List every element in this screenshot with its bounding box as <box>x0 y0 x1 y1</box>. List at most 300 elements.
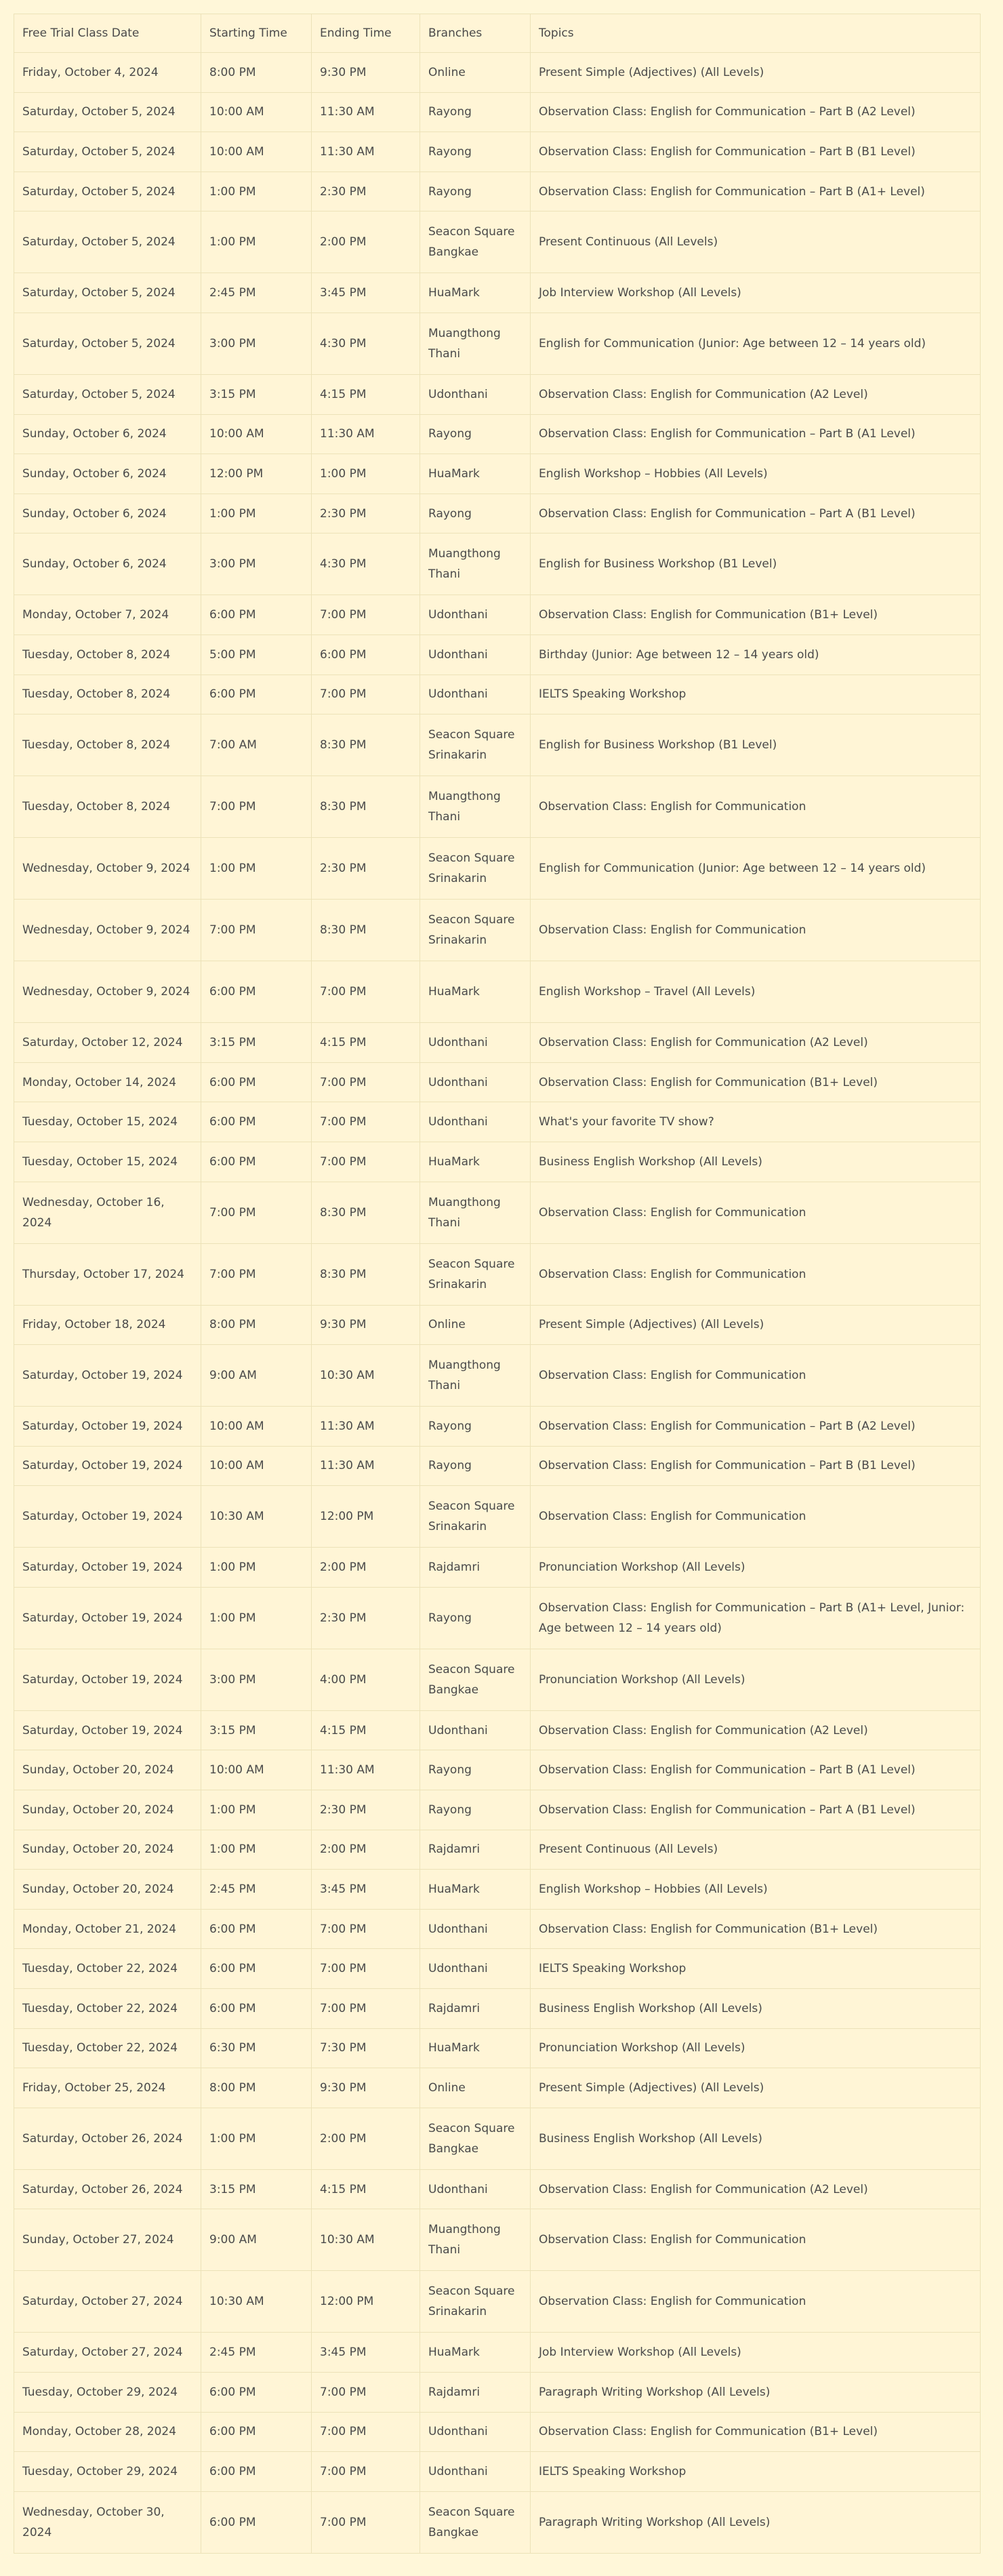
table-row <box>14 2412 981 2452</box>
cell-ending-time: 8:30 PM <box>312 776 420 838</box>
cell-topic: What's your favorite TV show? <box>531 1102 981 1142</box>
table-row <box>14 2491 981 2553</box>
cell-topic: Observation Class: English for Communication (B1+ Level) <box>531 1062 981 1102</box>
table-row <box>14 1446 981 1486</box>
table-row <box>14 1710 981 1750</box>
cell-date: Saturday, October 19, 2024 <box>14 1649 201 1710</box>
cell-starting-time: 6:00 PM <box>201 2491 312 2553</box>
cell-date: Sunday, October 20, 2024 <box>14 1870 201 1910</box>
cell-topic: Present Continuous (All Levels) <box>531 212 981 273</box>
cell-branch: Online <box>420 2068 531 2108</box>
cell-topic: Observation Class: English for Communication <box>531 776 981 838</box>
cell-topic: Observation Class: English for Communication <box>531 1182 981 1243</box>
cell-topic: Observation Class: English for Communication (A2 Level) <box>531 374 981 414</box>
cell-branch: HuaMark <box>420 454 531 494</box>
cell-topic: Pronunciation Workshop (All Levels) <box>531 1649 981 1710</box>
cell-starting-time: 10:00 AM <box>201 1750 312 1790</box>
cell-ending-time: 4:30 PM <box>312 534 420 595</box>
cell-topic: Observation Class: English for Communication (A2 Level) <box>531 1710 981 1750</box>
cell-branch: Rayong <box>420 494 531 534</box>
cell-ending-time: 4:15 PM <box>312 2169 420 2209</box>
cell-date: Sunday, October 20, 2024 <box>14 1790 201 1830</box>
cell-starting-time: 1:00 PM <box>201 1587 312 1649</box>
table-row <box>14 212 981 273</box>
cell-date: Tuesday, October 15, 2024 <box>14 1142 201 1182</box>
table-row <box>14 1909 981 1949</box>
cell-topic: Observation Class: English for Communication – Part B (A2 Level) <box>531 92 981 132</box>
cell-ending-time: 7:00 PM <box>312 1949 420 1989</box>
cell-branch: Rayong <box>420 92 531 132</box>
cell-ending-time: 8:30 PM <box>312 900 420 961</box>
cell-starting-time: 10:00 AM <box>201 132 312 172</box>
cell-branch: Muangthong Thani <box>420 1182 531 1243</box>
cell-branch: Udonthani <box>420 675 531 715</box>
cell-branch: Udonthani <box>420 1710 531 1750</box>
cell-topic: Observation Class: English for Communication (B1+ Level) <box>531 1909 981 1949</box>
cell-date: Sunday, October 27, 2024 <box>14 2209 201 2271</box>
cell-date: Tuesday, October 22, 2024 <box>14 1949 201 1989</box>
schedule-container <box>14 14 980 2554</box>
cell-branch: Rayong <box>420 414 531 454</box>
cell-topic: Present Simple (Adjectives) (All Levels) <box>531 1305 981 1345</box>
cell-date: Monday, October 28, 2024 <box>14 2412 201 2452</box>
cell-topic: Business English Workshop (All Levels) <box>531 2108 981 2169</box>
table-row <box>14 454 981 494</box>
cell-date: Saturday, October 12, 2024 <box>14 1023 201 1063</box>
cell-starting-time: 8:00 PM <box>201 1305 312 1345</box>
table-row <box>14 838 981 900</box>
cell-ending-time: 7:30 PM <box>312 2028 420 2068</box>
table-row <box>14 1182 981 1243</box>
cell-ending-time: 7:00 PM <box>312 2373 420 2413</box>
cell-date: Wednesday, October 9, 2024 <box>14 900 201 961</box>
table-row <box>14 1949 981 1989</box>
table-row <box>14 1142 981 1182</box>
header-row <box>14 14 981 53</box>
cell-topic: Observation Class: English for Communication (B1+ Level) <box>531 595 981 635</box>
cell-branch: Seacon Square Bangkae <box>420 1649 531 1710</box>
cell-branch: Udonthani <box>420 2412 531 2452</box>
cell-starting-time: 6:00 PM <box>201 961 312 1023</box>
cell-starting-time: 1:00 PM <box>201 838 312 900</box>
table-header <box>14 14 981 53</box>
cell-branch: Muangthong Thani <box>420 776 531 838</box>
cell-topic: English Workshop – Travel (All Levels) <box>531 961 981 1023</box>
cell-branch: Online <box>420 53 531 93</box>
cell-date: Wednesday, October 16, 2024 <box>14 1182 201 1243</box>
cell-topic: Observation Class: English for Communication <box>531 1486 981 1548</box>
table-row <box>14 2028 981 2068</box>
cell-ending-time: 10:30 AM <box>312 1345 420 1407</box>
cell-date: Saturday, October 5, 2024 <box>14 313 201 374</box>
table-row <box>14 1345 981 1407</box>
cell-topic: Observation Class: English for Communication – Part B (A1+ Level, Junior: Age between 12 – 14 years old) <box>531 1587 981 1649</box>
cell-date: Tuesday, October 29, 2024 <box>14 2373 201 2413</box>
header-topics: Topics <box>531 14 981 53</box>
cell-starting-time: 10:00 AM <box>201 414 312 454</box>
cell-starting-time: 1:00 PM <box>201 1790 312 1830</box>
table-row <box>14 2068 981 2108</box>
cell-topic: English for Communication (Junior: Age between 12 – 14 years old) <box>531 313 981 374</box>
cell-ending-time: 8:30 PM <box>312 1182 420 1243</box>
cell-starting-time: 10:00 AM <box>201 92 312 132</box>
cell-starting-time: 6:00 PM <box>201 675 312 715</box>
cell-ending-time: 4:30 PM <box>312 313 420 374</box>
cell-branch: HuaMark <box>420 2333 531 2373</box>
cell-branch: Rajdamri <box>420 1830 531 1870</box>
cell-date: Saturday, October 5, 2024 <box>14 374 201 414</box>
cell-topic: English Workshop – Hobbies (All Levels) <box>531 454 981 494</box>
table-row <box>14 2333 981 2373</box>
cell-starting-time: 6:00 PM <box>201 1102 312 1142</box>
cell-starting-time: 6:00 PM <box>201 1989 312 2029</box>
table-row <box>14 494 981 534</box>
table-row <box>14 1486 981 1548</box>
cell-starting-time: 3:00 PM <box>201 313 312 374</box>
cell-ending-time: 2:30 PM <box>312 172 420 212</box>
cell-starting-time: 7:00 PM <box>201 900 312 961</box>
cell-starting-time: 2:45 PM <box>201 2333 312 2373</box>
cell-ending-time: 7:00 PM <box>312 1142 420 1182</box>
table-row <box>14 675 981 715</box>
cell-branch: Rayong <box>420 1790 531 1830</box>
cell-branch: Udonthani <box>420 1062 531 1102</box>
table-row <box>14 313 981 374</box>
cell-branch: Muangthong Thani <box>420 534 531 595</box>
cell-starting-time: 10:30 AM <box>201 2271 312 2333</box>
cell-branch: Rajdamri <box>420 1548 531 1588</box>
header-ending-time: Ending Time <box>312 14 420 53</box>
cell-starting-time: 5:00 PM <box>201 635 312 675</box>
cell-branch: Udonthani <box>420 1949 531 1989</box>
cell-ending-time: 2:00 PM <box>312 2108 420 2169</box>
cell-ending-time: 8:30 PM <box>312 715 420 776</box>
cell-date: Tuesday, October 15, 2024 <box>14 1102 201 1142</box>
cell-date: Saturday, October 5, 2024 <box>14 92 201 132</box>
cell-starting-time: 6:00 PM <box>201 1949 312 1989</box>
table-row <box>14 961 981 1023</box>
cell-topic: IELTS Speaking Workshop <box>531 1949 981 1989</box>
cell-starting-time: 1:00 PM <box>201 1548 312 1588</box>
cell-branch: Seacon Square Srinakarin <box>420 838 531 900</box>
cell-starting-time: 6:00 PM <box>201 2412 312 2452</box>
cell-date: Tuesday, October 8, 2024 <box>14 675 201 715</box>
table-row <box>14 635 981 675</box>
cell-topic: Observation Class: English for Communication – Part B (B1 Level) <box>531 132 981 172</box>
cell-ending-time: 9:30 PM <box>312 2068 420 2108</box>
cell-topic: Business English Workshop (All Levels) <box>531 1142 981 1182</box>
table-row <box>14 374 981 414</box>
table-row <box>14 2373 981 2413</box>
cell-ending-time: 11:30 AM <box>312 92 420 132</box>
cell-topic: English Workshop – Hobbies (All Levels) <box>531 1870 981 1910</box>
cell-topic: Birthday (Junior: Age between 12 – 14 years old) <box>531 635 981 675</box>
cell-topic: Paragraph Writing Workshop (All Levels) <box>531 2373 981 2413</box>
table-row <box>14 92 981 132</box>
cell-ending-time: 4:15 PM <box>312 1023 420 1063</box>
cell-branch: Rayong <box>420 172 531 212</box>
cell-date: Tuesday, October 22, 2024 <box>14 1989 201 2029</box>
cell-branch: Muangthong Thani <box>420 313 531 374</box>
header-branches: Branches <box>420 14 531 53</box>
table-row <box>14 1989 981 2029</box>
cell-date: Saturday, October 19, 2024 <box>14 1710 201 1750</box>
cell-ending-time: 7:00 PM <box>312 2491 420 2553</box>
cell-date: Tuesday, October 8, 2024 <box>14 715 201 776</box>
table-row <box>14 2271 981 2333</box>
cell-branch: Muangthong Thani <box>420 1345 531 1407</box>
table-row <box>14 1830 981 1870</box>
cell-ending-time: 7:00 PM <box>312 2412 420 2452</box>
table-row <box>14 2169 981 2209</box>
table-row <box>14 172 981 212</box>
cell-date: Sunday, October 20, 2024 <box>14 1830 201 1870</box>
cell-date: Sunday, October 6, 2024 <box>14 414 201 454</box>
cell-date: Saturday, October 19, 2024 <box>14 1548 201 1588</box>
cell-branch: Seacon Square Srinakarin <box>420 2271 531 2333</box>
cell-topic: IELTS Speaking Workshop <box>531 675 981 715</box>
table-row <box>14 1023 981 1063</box>
cell-topic: Present Continuous (All Levels) <box>531 1830 981 1870</box>
cell-date: Saturday, October 19, 2024 <box>14 1446 201 1486</box>
cell-topic: Observation Class: English for Communication <box>531 2271 981 2333</box>
cell-ending-time: 2:00 PM <box>312 1830 420 1870</box>
cell-branch: Udonthani <box>420 2452 531 2492</box>
table-row <box>14 1407 981 1447</box>
cell-topic: Observation Class: English for Communication <box>531 900 981 961</box>
cell-date: Monday, October 7, 2024 <box>14 595 201 635</box>
cell-ending-time: 11:30 AM <box>312 1750 420 1790</box>
cell-topic: English for Business Workshop (B1 Level) <box>531 534 981 595</box>
table-row <box>14 414 981 454</box>
cell-topic: Observation Class: English for Communication – Part B (B1 Level) <box>531 1446 981 1486</box>
cell-ending-time: 7:00 PM <box>312 1102 420 1142</box>
cell-branch: HuaMark <box>420 2028 531 2068</box>
cell-date: Sunday, October 6, 2024 <box>14 454 201 494</box>
cell-ending-time: 1:00 PM <box>312 454 420 494</box>
cell-ending-time: 11:30 AM <box>312 414 420 454</box>
cell-starting-time: 10:00 AM <box>201 1446 312 1486</box>
table-row <box>14 2452 981 2492</box>
cell-ending-time: 10:30 AM <box>312 2209 420 2271</box>
cell-topic: Business English Workshop (All Levels) <box>531 1989 981 2029</box>
cell-branch: Seacon Square Srinakarin <box>420 1243 531 1305</box>
cell-starting-time: 6:00 PM <box>201 2373 312 2413</box>
cell-date: Saturday, October 19, 2024 <box>14 1587 201 1649</box>
table-row <box>14 2209 981 2271</box>
cell-ending-time: 4:15 PM <box>312 374 420 414</box>
cell-starting-time: 3:15 PM <box>201 2169 312 2209</box>
cell-starting-time: 10:00 AM <box>201 1407 312 1447</box>
cell-branch: HuaMark <box>420 1142 531 1182</box>
cell-branch: Rayong <box>420 1407 531 1447</box>
cell-branch: Udonthani <box>420 1909 531 1949</box>
cell-branch: Rayong <box>420 1446 531 1486</box>
cell-starting-time: 3:15 PM <box>201 1710 312 1750</box>
cell-topic: Pronunciation Workshop (All Levels) <box>531 1548 981 1588</box>
cell-starting-time: 7:00 PM <box>201 1243 312 1305</box>
table-row <box>14 1790 981 1830</box>
cell-branch: HuaMark <box>420 1870 531 1910</box>
cell-date: Saturday, October 19, 2024 <box>14 1486 201 1548</box>
table-row <box>14 900 981 961</box>
cell-date: Saturday, October 26, 2024 <box>14 2108 201 2169</box>
cell-branch: Rayong <box>420 1587 531 1649</box>
cell-starting-time: 9:00 AM <box>201 1345 312 1407</box>
table-row <box>14 1305 981 1345</box>
cell-date: Sunday, October 6, 2024 <box>14 534 201 595</box>
cell-starting-time: 6:00 PM <box>201 2452 312 2492</box>
table-row <box>14 534 981 595</box>
cell-topic: Observation Class: English for Communication – Part A (B1 Level) <box>531 1790 981 1830</box>
cell-date: Friday, October 4, 2024 <box>14 53 201 93</box>
cell-ending-time: 4:15 PM <box>312 1710 420 1750</box>
cell-branch: Udonthani <box>420 1023 531 1063</box>
table-row <box>14 2108 981 2169</box>
cell-branch: Online <box>420 1305 531 1345</box>
table-row <box>14 273 981 313</box>
cell-topic: Observation Class: English for Communication (B1+ Level) <box>531 2412 981 2452</box>
cell-branch: Rayong <box>420 1750 531 1790</box>
cell-branch: Seacon Square Srinakarin <box>420 900 531 961</box>
table-row <box>14 53 981 93</box>
cell-topic: Job Interview Workshop (All Levels) <box>531 273 981 313</box>
cell-date: Friday, October 18, 2024 <box>14 1305 201 1345</box>
cell-topic: English for Business Workshop (B1 Level) <box>531 715 981 776</box>
cell-ending-time: 11:30 AM <box>312 1446 420 1486</box>
table-row <box>14 595 981 635</box>
cell-date: Tuesday, October 8, 2024 <box>14 635 201 675</box>
cell-ending-time: 2:00 PM <box>312 212 420 273</box>
cell-branch: HuaMark <box>420 961 531 1023</box>
cell-starting-time: 2:45 PM <box>201 1870 312 1910</box>
cell-starting-time: 6:00 PM <box>201 1142 312 1182</box>
cell-branch: Udonthani <box>420 1102 531 1142</box>
cell-topic: Pronunciation Workshop (All Levels) <box>531 2028 981 2068</box>
cell-date: Thursday, October 17, 2024 <box>14 1243 201 1305</box>
cell-date: Saturday, October 5, 2024 <box>14 172 201 212</box>
cell-topic: Observation Class: English for Communication – Part B (A1 Level) <box>531 1750 981 1790</box>
cell-starting-time: 10:30 AM <box>201 1486 312 1548</box>
cell-starting-time: 2:45 PM <box>201 273 312 313</box>
cell-ending-time: 8:30 PM <box>312 1243 420 1305</box>
cell-ending-time: 2:30 PM <box>312 494 420 534</box>
cell-date: Tuesday, October 22, 2024 <box>14 2028 201 2068</box>
cell-ending-time: 7:00 PM <box>312 1989 420 2029</box>
header-starting-time: Starting Time <box>201 14 312 53</box>
cell-starting-time: 6:00 PM <box>201 1909 312 1949</box>
cell-branch: Udonthani <box>420 2169 531 2209</box>
cell-date: Sunday, October 20, 2024 <box>14 1750 201 1790</box>
cell-topic: Observation Class: English for Communication <box>531 1243 981 1305</box>
cell-starting-time: 12:00 PM <box>201 454 312 494</box>
cell-starting-time: 1:00 PM <box>201 212 312 273</box>
cell-ending-time: 12:00 PM <box>312 2271 420 2333</box>
table-row <box>14 1062 981 1102</box>
cell-topic: Present Simple (Adjectives) (All Levels) <box>531 53 981 93</box>
cell-branch: Seacon Square Bangkae <box>420 212 531 273</box>
cell-ending-time: 11:30 AM <box>312 1407 420 1447</box>
cell-starting-time: 6:00 PM <box>201 1062 312 1102</box>
table-row <box>14 1870 981 1910</box>
cell-date: Monday, October 21, 2024 <box>14 1909 201 1949</box>
cell-ending-time: 11:30 AM <box>312 132 420 172</box>
table-row <box>14 1243 981 1305</box>
cell-topic: Paragraph Writing Workshop (All Levels) <box>531 2491 981 2553</box>
cell-branch: Rajdamri <box>420 1989 531 2029</box>
cell-starting-time: 7:00 PM <box>201 1182 312 1243</box>
table-body <box>14 53 981 2554</box>
cell-date: Saturday, October 5, 2024 <box>14 212 201 273</box>
cell-starting-time: 8:00 PM <box>201 53 312 93</box>
cell-date: Wednesday, October 9, 2024 <box>14 961 201 1023</box>
cell-topic: Observation Class: English for Communication – Part B (A1 Level) <box>531 414 981 454</box>
cell-starting-time: 8:00 PM <box>201 2068 312 2108</box>
cell-branch: Rajdamri <box>420 2373 531 2413</box>
cell-date: Monday, October 14, 2024 <box>14 1062 201 1102</box>
cell-date: Saturday, October 5, 2024 <box>14 132 201 172</box>
table-row <box>14 1750 981 1790</box>
cell-ending-time: 7:00 PM <box>312 1062 420 1102</box>
cell-date: Saturday, October 5, 2024 <box>14 273 201 313</box>
cell-starting-time: 3:15 PM <box>201 374 312 414</box>
cell-branch: HuaMark <box>420 273 531 313</box>
cell-starting-time: 1:00 PM <box>201 494 312 534</box>
cell-topic: Observation Class: English for Communication – Part B (A1+ Level) <box>531 172 981 212</box>
cell-date: Saturday, October 26, 2024 <box>14 2169 201 2209</box>
cell-topic: Present Simple (Adjectives) (All Levels) <box>531 2068 981 2108</box>
cell-date: Wednesday, October 30, 2024 <box>14 2491 201 2553</box>
cell-ending-time: 7:00 PM <box>312 675 420 715</box>
cell-branch: Udonthani <box>420 635 531 675</box>
cell-topic: Observation Class: English for Communication (A2 Level) <box>531 1023 981 1063</box>
cell-ending-time: 9:30 PM <box>312 1305 420 1345</box>
cell-topic: Observation Class: English for Communication (A2 Level) <box>531 2169 981 2209</box>
cell-date: Tuesday, October 8, 2024 <box>14 776 201 838</box>
cell-topic: Observation Class: English for Communication <box>531 1345 981 1407</box>
cell-starting-time: 1:00 PM <box>201 172 312 212</box>
cell-branch: Seacon Square Srinakarin <box>420 715 531 776</box>
cell-topic: Observation Class: English for Communication – Part B (A2 Level) <box>531 1407 981 1447</box>
cell-topic: Job Interview Workshop (All Levels) <box>531 2333 981 2373</box>
cell-branch: Udonthani <box>420 595 531 635</box>
cell-ending-time: 3:45 PM <box>312 273 420 313</box>
cell-branch: Udonthani <box>420 374 531 414</box>
table-row <box>14 715 981 776</box>
cell-topic: Observation Class: English for Communication – Part A (B1 Level) <box>531 494 981 534</box>
header-date: Free Trial Class Date <box>14 14 201 53</box>
cell-starting-time: 3:00 PM <box>201 1649 312 1710</box>
cell-ending-time: 4:00 PM <box>312 1649 420 1710</box>
cell-ending-time: 7:00 PM <box>312 1909 420 1949</box>
table-row <box>14 132 981 172</box>
cell-ending-time: 2:30 PM <box>312 838 420 900</box>
cell-ending-time: 9:30 PM <box>312 53 420 93</box>
cell-date: Saturday, October 27, 2024 <box>14 2333 201 2373</box>
cell-branch: Seacon Square Bangkae <box>420 2108 531 2169</box>
cell-ending-time: 2:00 PM <box>312 1548 420 1588</box>
cell-starting-time: 6:30 PM <box>201 2028 312 2068</box>
cell-ending-time: 7:00 PM <box>312 961 420 1023</box>
cell-date: Saturday, October 27, 2024 <box>14 2271 201 2333</box>
table-row <box>14 1102 981 1142</box>
cell-date: Sunday, October 6, 2024 <box>14 494 201 534</box>
cell-starting-time: 1:00 PM <box>201 1830 312 1870</box>
cell-branch: Muangthong Thani <box>420 2209 531 2271</box>
cell-branch: Rayong <box>420 132 531 172</box>
cell-starting-time: 9:00 AM <box>201 2209 312 2271</box>
cell-ending-time: 6:00 PM <box>312 635 420 675</box>
